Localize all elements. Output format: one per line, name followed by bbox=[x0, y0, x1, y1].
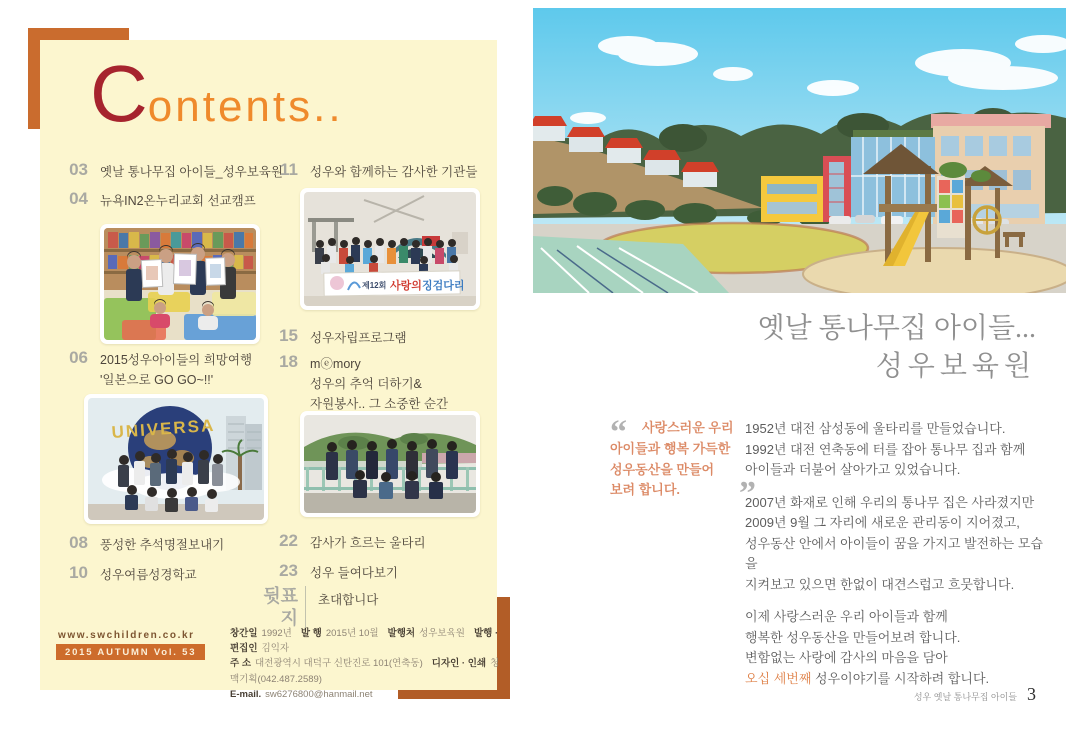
toc-title-line: 2015성우아이들의 희망여행 bbox=[100, 353, 253, 367]
pub-value: 1992년 bbox=[261, 628, 292, 639]
toc-title bbox=[310, 160, 477, 182]
banner-text-bridge: 징검다리 bbox=[422, 280, 465, 292]
toc-title bbox=[310, 326, 407, 348]
toc-photo-waterpark-group bbox=[300, 188, 480, 310]
toc-title-line: 성우와 함께하는 감사한 기관들 bbox=[310, 165, 478, 179]
article-paragraph-2 bbox=[745, 493, 1045, 596]
toc-photo-library-children bbox=[100, 224, 260, 344]
pub-label: 발행처 bbox=[387, 628, 416, 639]
toc-number: 06 bbox=[69, 348, 88, 367]
highlight-fifty-third: 오십 세번째 bbox=[745, 670, 812, 686]
pub-value: 성우보육원 bbox=[419, 628, 465, 639]
footer-running-title: 성우 옛날 통나무집 아이들 bbox=[913, 692, 1017, 702]
contents-page bbox=[40, 40, 500, 700]
footer-page-number: 3 bbox=[1027, 684, 1036, 704]
body-line: 1952년 대전 삼성동에 울타리를 만들었습니다. bbox=[745, 421, 1006, 436]
toc-number: 11 bbox=[280, 160, 298, 179]
toc-photo-bridge-group bbox=[300, 411, 480, 517]
contents-heading bbox=[90, 49, 344, 138]
bridge-photo-illustration bbox=[304, 415, 476, 513]
toc-item-06 bbox=[58, 348, 252, 390]
publication-info bbox=[230, 626, 500, 702]
toc-number: 18 bbox=[279, 352, 298, 371]
toc-title-line: 초대합니다 bbox=[318, 593, 379, 607]
article-paragraph-3 bbox=[745, 607, 1045, 689]
publication-line-2 bbox=[230, 656, 500, 686]
pub-value: 김익자 bbox=[261, 643, 290, 655]
toc-title bbox=[100, 348, 252, 390]
banner-text-edition: 제12회 bbox=[362, 281, 387, 290]
toc-title-line: 성우의 추억 더하기& bbox=[310, 377, 422, 391]
toc-title-line: 성우여름성경학교 bbox=[100, 568, 197, 582]
toc-photo-universal-studios bbox=[84, 394, 268, 524]
body-line-rest: 성우이야기를 시작하려 합니다. bbox=[811, 670, 990, 686]
toc-title-line: 뉴욕IN2온누리교회 선교캠프 bbox=[100, 194, 256, 208]
quote-line: 사랑스러운 우리 bbox=[642, 420, 734, 435]
page-footer bbox=[914, 684, 1036, 705]
toc-number: 04 bbox=[69, 189, 88, 208]
toc-title-line: 성우 들여다보기 bbox=[310, 566, 398, 580]
toc-item-18 bbox=[268, 352, 448, 414]
library-photo-illustration bbox=[104, 228, 256, 340]
toc-title-line: 자원봉사.. 그 소중한 순간 bbox=[310, 397, 449, 411]
quote-close-icon: ” bbox=[739, 475, 756, 513]
quote-open-icon: “ bbox=[610, 414, 627, 451]
toc-item-10 bbox=[58, 563, 197, 585]
contents-heading-initial: C bbox=[90, 49, 148, 138]
toc-title-line: mⓔmory bbox=[310, 357, 361, 371]
toc-number: 08 bbox=[69, 533, 88, 552]
toc-item-22 bbox=[268, 531, 426, 553]
article-body bbox=[745, 419, 1045, 701]
article-title bbox=[758, 310, 1036, 385]
toc-title bbox=[100, 563, 197, 585]
campus-photo-illustration bbox=[533, 8, 1066, 293]
toc-title-line: 감사가 흐르는 울타리 bbox=[310, 536, 426, 550]
toc-title-line: 옛날 통나무집 아이들_성우보육원 bbox=[100, 165, 283, 179]
pub-value: sw6276800@hanmail.net bbox=[265, 688, 373, 700]
toc-title bbox=[100, 189, 256, 211]
pub-label: 발행 · 편집인 bbox=[230, 628, 499, 655]
contents-heading-rest: ontents.. bbox=[147, 82, 344, 131]
body-line: 성우동산 안에서 아이들이 꿈을 가지고 발전하는 모습을 bbox=[745, 535, 1043, 572]
waterpark-photo-illustration bbox=[304, 192, 476, 306]
toc-item-15 bbox=[268, 326, 407, 348]
pub-label: 창간일 bbox=[230, 628, 258, 639]
toc-number: 23 bbox=[279, 561, 298, 580]
body-line: 지켜보고 있으면 한없이 대견스럽고 흐뭇합니다. bbox=[745, 576, 1015, 592]
pub-value: 2015년 10월 bbox=[325, 628, 379, 639]
toc-title-line: 풍성한 추석명절보내기 bbox=[100, 538, 225, 552]
banner-text-love: 사랑의 bbox=[390, 280, 422, 292]
toc-number: 15 bbox=[279, 326, 298, 345]
toc-item-11 bbox=[268, 160, 477, 182]
pub-value: 청맥기획(042.487.2589) bbox=[230, 658, 500, 685]
body-line: 2009년 9월 그 자리에 새로운 관리동이 지어졌고, bbox=[745, 515, 1020, 531]
quote-line: 성우동산을 만들어 bbox=[610, 461, 715, 477]
publication-line-1 bbox=[230, 626, 500, 656]
universal-globe-text: UNIVERSA bbox=[110, 415, 216, 442]
toc-title bbox=[100, 160, 283, 182]
toc-title bbox=[100, 533, 224, 555]
toc-title bbox=[310, 561, 398, 583]
toc-item-23 bbox=[268, 561, 398, 583]
publication-line-3 bbox=[230, 687, 500, 702]
pub-label: 발 행 bbox=[300, 628, 322, 639]
main-photo-seongwoo-campus bbox=[533, 8, 1066, 293]
toc-item-04 bbox=[58, 189, 256, 211]
pull-quote bbox=[610, 414, 756, 513]
pub-label: 주 소 bbox=[230, 658, 251, 670]
toc-title-line: 성우자립프로그램 bbox=[310, 331, 407, 345]
body-line: 아이들과 더불어 살아가고 있었습니다. bbox=[745, 462, 961, 478]
toc-title bbox=[310, 352, 448, 414]
article-title-line2: 성우보육원 bbox=[875, 350, 1036, 382]
website-url: www.swchildren.co.kr bbox=[58, 630, 195, 641]
toc-title bbox=[310, 531, 426, 553]
pub-value: 대전광역시 대덕구 신탄진로 101(연축동) bbox=[255, 658, 423, 670]
body-line: 행복한 성우동산을 만들어보려 합니다. bbox=[745, 629, 961, 645]
issue-badge: 2015 AUTUMN Vol. 53 bbox=[56, 644, 205, 660]
quote-line: 보려 합니다. bbox=[610, 482, 681, 498]
body-line: 2007년 화재로 인해 우리의 통나무 집은 사라졌지만 bbox=[745, 494, 1035, 510]
toc-title-line: '일본으로 GO GO~!!' bbox=[100, 373, 214, 387]
toc-number: 22 bbox=[279, 531, 298, 550]
toc-number: 10 bbox=[69, 563, 88, 582]
body-line: 변함없는 사랑에 감사의 마음을 담아 bbox=[745, 650, 948, 666]
toc-number: 03 bbox=[69, 160, 88, 179]
quote-line: 아이들과 행복 가득한 bbox=[610, 440, 731, 456]
universal-photo-illustration bbox=[88, 398, 264, 520]
toc-item-backcover bbox=[246, 586, 378, 629]
article-title-line1: 옛날 통나무집 아이들... bbox=[757, 313, 1036, 344]
toc-item-08 bbox=[58, 533, 224, 555]
body-line: 이제 사랑스러운 우리 아이들과 함께 bbox=[745, 609, 948, 625]
toc-item-03 bbox=[58, 160, 283, 182]
body-line: 1992년 대전 연축동에 터를 잡아 통나무 집과 함께 bbox=[745, 441, 1026, 457]
toc-title bbox=[318, 586, 378, 610]
toc-backcover-label: 뒷표지 bbox=[246, 586, 306, 629]
pub-label: E-mail. bbox=[230, 688, 262, 700]
pub-label: 디자인 · 인쇄 bbox=[431, 658, 487, 670]
article-paragraph-1 bbox=[745, 419, 1045, 481]
